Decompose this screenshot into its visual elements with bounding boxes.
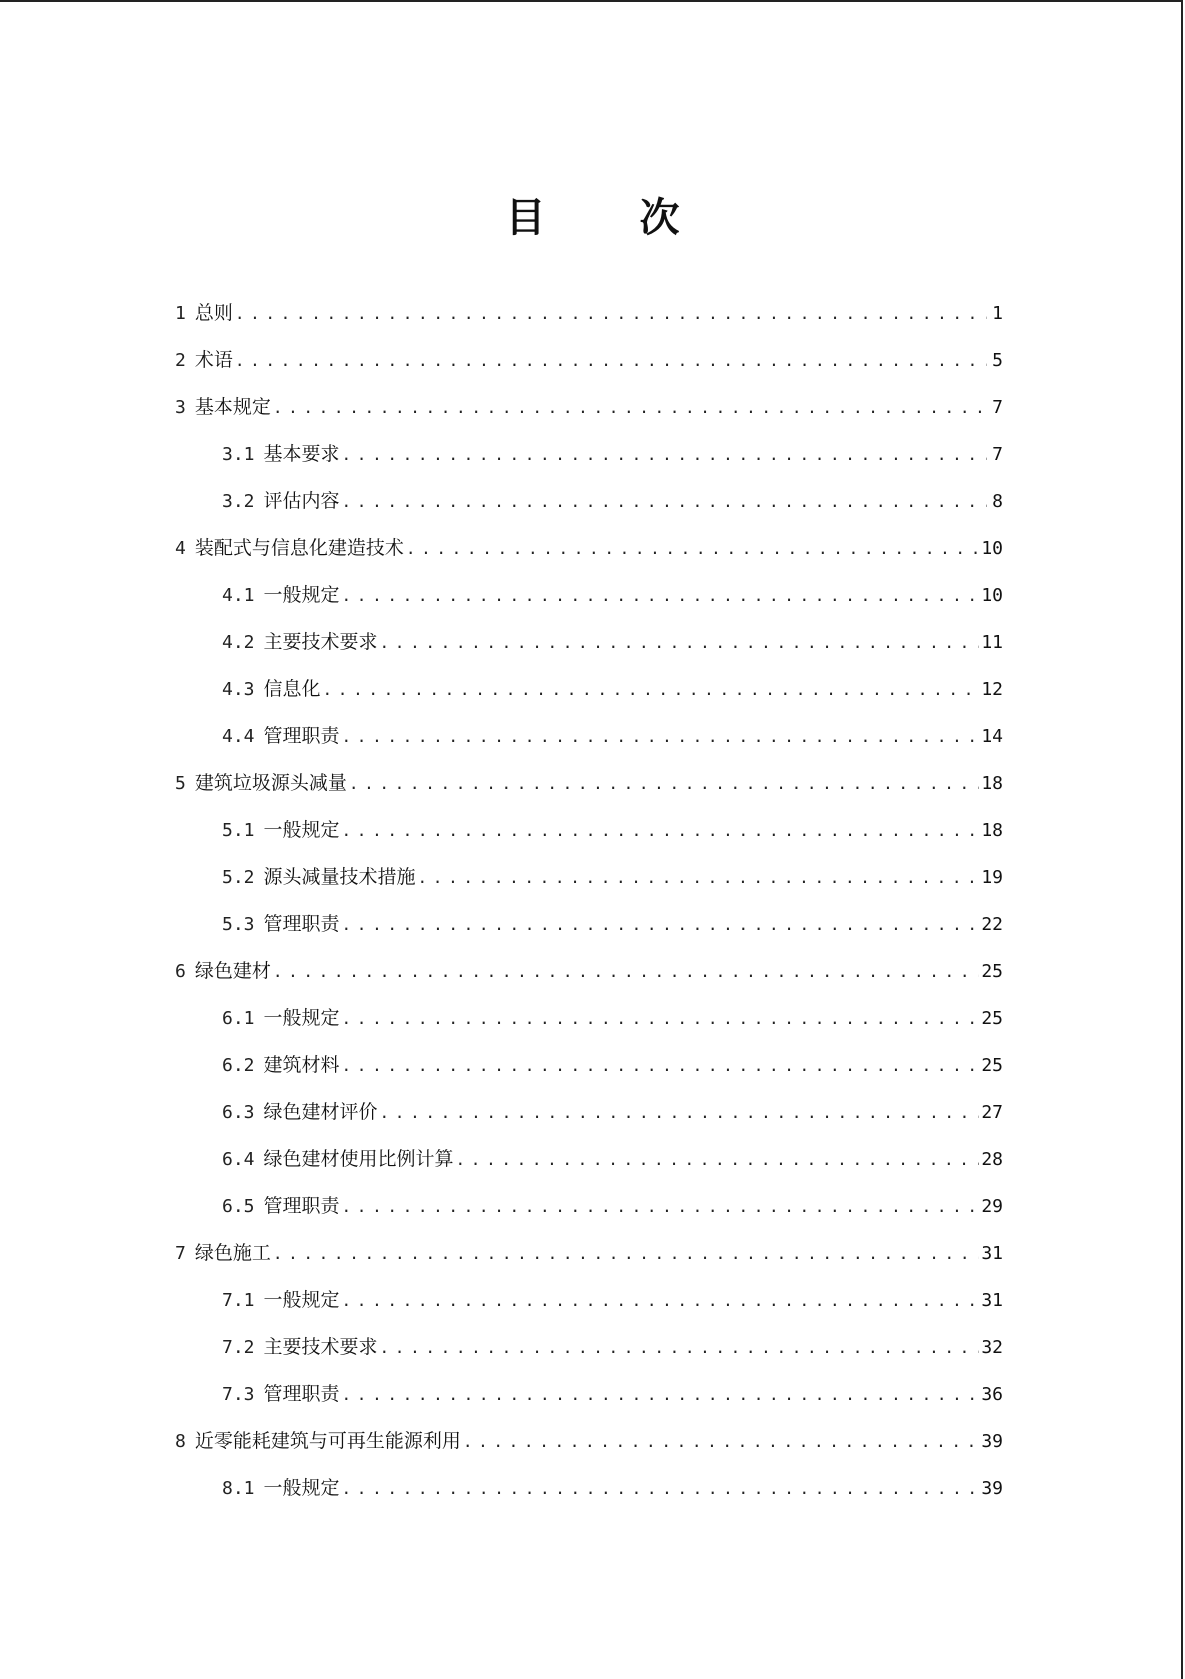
toc-label: 基本规定: [194, 396, 271, 418]
toc-entry-8[interactable]: [175, 1418, 1003, 1465]
toc-label: 基本要求: [263, 443, 340, 465]
toc-label: 信息化: [263, 678, 321, 700]
toc-dot-leader: [342, 995, 980, 1042]
toc-label: 绿色建材: [194, 960, 271, 982]
toc-number: 6.4: [222, 1149, 255, 1170]
toc-dot-leader: [323, 666, 980, 713]
toc-page-number: 10: [981, 538, 1003, 559]
toc-number: 6.3: [222, 1102, 255, 1123]
toc-dot-leader: [418, 854, 980, 901]
toc-number: 6.5: [222, 1196, 255, 1217]
toc-entry-4-1[interactable]: [175, 572, 1003, 619]
toc-dot-leader: [273, 1230, 979, 1277]
toc-entry-5-1[interactable]: [175, 807, 1003, 854]
toc-dot-leader: [342, 1277, 980, 1324]
toc-number: 3: [175, 397, 186, 418]
toc-page-number: 5: [992, 350, 1003, 371]
toc-dot-leader: [235, 290, 987, 337]
toc-page-number: 39: [981, 1478, 1003, 1499]
toc-page-number: 31: [981, 1290, 1003, 1311]
toc-entry-7-3[interactable]: [175, 1371, 1003, 1418]
toc-page-number: 7: [992, 444, 1003, 465]
toc-entry-4-2[interactable]: [175, 619, 1003, 666]
toc-dot-leader: [463, 1418, 979, 1465]
toc-number: 5.2: [222, 867, 255, 888]
toc-entry-3-2[interactable]: [175, 478, 1003, 525]
toc-entry-2[interactable]: [175, 337, 1003, 384]
toc-label: 主要技术要求: [263, 1336, 378, 1358]
toc-page-number: 39: [981, 1431, 1003, 1452]
toc-number: 5.3: [222, 914, 255, 935]
toc-entry-6-3[interactable]: [175, 1089, 1003, 1136]
toc-dot-leader: [342, 431, 987, 478]
toc-entry-6-5[interactable]: [175, 1183, 1003, 1230]
page-title: 目 次: [505, 195, 720, 241]
toc-page-number: 1: [992, 303, 1003, 324]
toc-label: 建筑材料: [263, 1054, 340, 1076]
toc-entry-6-1[interactable]: [175, 995, 1003, 1042]
toc-page-number: 19: [981, 867, 1003, 888]
toc-number: 3.1: [222, 444, 255, 465]
toc-label: 近零能耗建筑与可再生能源利用: [194, 1430, 461, 1452]
toc-dot-leader: [380, 619, 980, 666]
toc-label: 一般规定: [263, 584, 340, 606]
toc-page-number: 22: [981, 914, 1003, 935]
toc-label: 源头减量技术措施: [263, 866, 416, 888]
toc-label: 管理职责: [263, 1195, 340, 1217]
toc-entry-6-2[interactable]: [175, 1042, 1003, 1089]
toc-page-number: 12: [981, 679, 1003, 700]
toc-entry-6-4[interactable]: [175, 1136, 1003, 1183]
toc-label: 绿色施工: [194, 1242, 271, 1264]
toc-dot-leader: [380, 1324, 980, 1371]
toc-label: 管理职责: [263, 725, 340, 747]
toc-page-number: 7: [992, 397, 1003, 418]
toc-label: 主要技术要求: [263, 631, 378, 653]
toc-dot-leader: [235, 337, 987, 384]
toc-label: 一般规定: [263, 1289, 340, 1311]
toc-entry-5-3[interactable]: [175, 901, 1003, 948]
toc-dot-leader: [342, 1183, 980, 1230]
toc-number: 7: [175, 1243, 186, 1264]
toc-dot-leader: [342, 478, 987, 525]
toc-page-number: 36: [981, 1384, 1003, 1405]
toc-label: 一般规定: [263, 819, 340, 841]
toc-page-number: 10: [981, 585, 1003, 606]
toc-entry-1[interactable]: [175, 290, 1003, 337]
toc-dot-leader: [342, 572, 980, 619]
toc-page-number: 28: [981, 1149, 1003, 1170]
toc-label: 装配式与信息化建造技术: [194, 537, 404, 559]
toc-number: 6.1: [222, 1008, 255, 1029]
toc-entry-8-1[interactable]: [175, 1465, 1003, 1512]
toc-number: 4.1: [222, 585, 255, 606]
toc-number: 2: [175, 350, 186, 371]
toc-entry-4-4[interactable]: [175, 713, 1003, 760]
toc-page-number: 25: [981, 961, 1003, 982]
toc-dot-leader: [342, 901, 980, 948]
toc-number: 4.2: [222, 632, 255, 653]
toc-number: 5.1: [222, 820, 255, 841]
toc-label: 绿色建材评价: [263, 1101, 378, 1123]
toc-page-number: 14: [981, 726, 1003, 747]
toc-page-number: 25: [981, 1008, 1003, 1029]
toc-number: 7.2: [222, 1337, 255, 1358]
toc-entry-3-1[interactable]: [175, 431, 1003, 478]
toc-entry-3[interactable]: [175, 384, 1003, 431]
toc-number: 5: [175, 773, 186, 794]
toc-label: 管理职责: [263, 1383, 340, 1405]
toc-dot-leader: [456, 1136, 980, 1183]
toc-page-number: 31: [981, 1243, 1003, 1264]
toc-entry-5-2[interactable]: [175, 854, 1003, 901]
toc-label: 一般规定: [263, 1007, 340, 1029]
toc-page-number: 18: [981, 820, 1003, 841]
toc-entry-4-3[interactable]: [175, 666, 1003, 713]
toc-page-number: 18: [981, 773, 1003, 794]
toc-page-number: 27: [981, 1102, 1003, 1123]
toc-dot-leader: [342, 1371, 980, 1418]
toc-dot-leader: [380, 1089, 980, 1136]
toc-number: 6.2: [222, 1055, 255, 1076]
toc-label: 绿色建材使用比例计算: [263, 1148, 454, 1170]
toc-label: 总则: [194, 302, 233, 324]
toc-label: 术语: [194, 349, 233, 371]
toc-number: 8: [175, 1431, 186, 1452]
toc-label: 建筑垃圾源头减量: [194, 772, 347, 794]
toc-number: 8.1: [222, 1478, 255, 1499]
toc-page-number: 29: [981, 1196, 1003, 1217]
toc-page-number: 32: [981, 1337, 1003, 1358]
toc-number: 4.4: [222, 726, 255, 747]
toc-page-number: 8: [992, 491, 1003, 512]
toc-number: 7.3: [222, 1384, 255, 1405]
toc-entry-6[interactable]: [175, 948, 1003, 995]
toc-dot-leader: [342, 1465, 980, 1512]
toc-label: 评估内容: [263, 490, 340, 512]
toc-number: 7.1: [222, 1290, 255, 1311]
toc-page-number: 25: [981, 1055, 1003, 1076]
toc-dot-leader: [342, 807, 980, 854]
toc-dot-leader: [273, 384, 987, 431]
toc-entry-7-2[interactable]: [175, 1324, 1003, 1371]
table-of-contents: [175, 290, 1003, 1512]
toc-entry-4[interactable]: [175, 525, 1003, 572]
toc-entry-5[interactable]: [175, 760, 1003, 807]
toc-label: 一般规定: [263, 1477, 340, 1499]
toc-entry-7-1[interactable]: [175, 1277, 1003, 1324]
toc-number: 1: [175, 303, 186, 324]
toc-dot-leader: [342, 1042, 980, 1089]
toc-dot-leader: [342, 713, 980, 760]
toc-label: 管理职责: [263, 913, 340, 935]
toc-number: 3.2: [222, 491, 255, 512]
toc-entry-7[interactable]: [175, 1230, 1003, 1277]
toc-dot-leader: [406, 525, 979, 572]
toc-number: 4.3: [222, 679, 255, 700]
toc-number: 4: [175, 538, 186, 559]
toc-dot-leader: [349, 760, 979, 807]
toc-page-number: 11: [981, 632, 1003, 653]
toc-number: 6: [175, 961, 186, 982]
toc-dot-leader: [273, 948, 979, 995]
